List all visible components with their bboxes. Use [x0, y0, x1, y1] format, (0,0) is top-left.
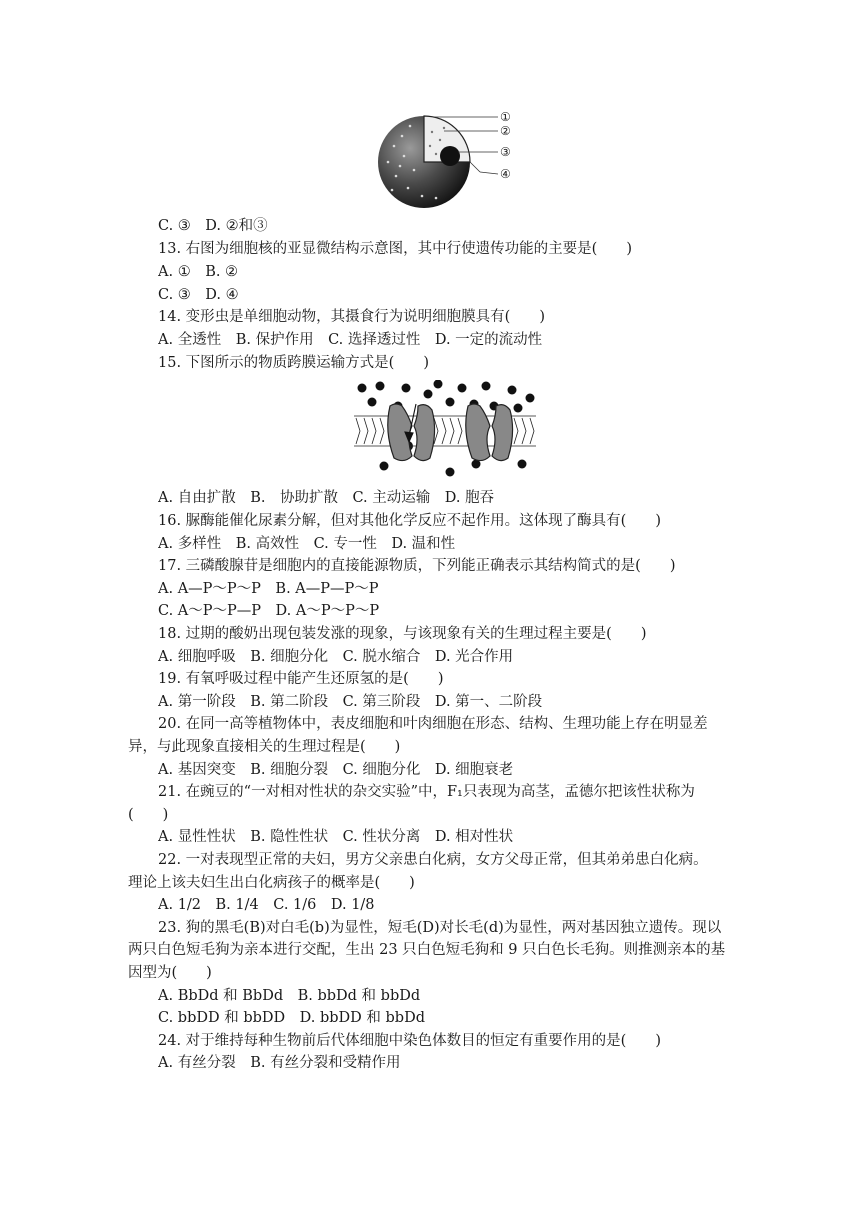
q24-stem: 24. 对于维持每种生物前后代体细胞中染色体数目的恒定有重要作用的是( )	[158, 1033, 661, 1049]
q13-options-cd: C. ③ D. ④	[158, 287, 239, 303]
q21-options: A. 显性性状 B. 隐性性状 C. 性状分离 D. 相对性状	[158, 829, 514, 845]
q17-options-ab: A. A—P～P～P B. A—P—P～P	[158, 581, 379, 597]
q12-options-cd: C. ③ D. ②和③	[158, 218, 268, 234]
q18-stem: 18. 过期的酸奶出现包装发涨的现象，与该现象有关的生理过程主要是( )	[158, 626, 647, 642]
q20-stem-line1: 20. 在同一高等植物体中，表皮细胞和叶肉细胞在形态、结构、生理功能上存在明显差	[158, 716, 708, 732]
q21-stem-line2: ( )	[128, 807, 169, 823]
q23-options-cd: C. bbDD 和 bbDD D. bbDD 和 bbDd	[158, 1010, 425, 1026]
q23-options-ab: A. BbDd 和 BbDd B. bbDd 和 bbDd	[158, 988, 421, 1004]
q16-stem: 16. 脲酶能催化尿素分解，但对其他化学反应不起作用。这体现了酶具有( )	[158, 513, 661, 529]
membrane-transport-diagram	[354, 380, 536, 480]
q20-options: A. 基因突变 B. 细胞分裂 C. 细胞分化 D. 细胞衰老	[158, 762, 514, 778]
q20-stem-line2: 异，与此现象直接相关的生理过程是( )	[128, 739, 401, 755]
q16-options: A. 多样性 B. 高效性 C. 专一性 D. 温和性	[158, 536, 456, 552]
q19-options: A. 第一阶段 B. 第二阶段 C. 第三阶段 D. 第一、二阶段	[158, 694, 543, 710]
q17-stem: 17. 三磷酸腺苷是细胞内的直接能源物质，下列能正确表示其结构简式的是( )	[158, 558, 676, 574]
label-3: ③	[500, 145, 511, 159]
q14-options: A. 全透性 B. 保护作用 C. 选择透过性 D. 一定的流动性	[158, 332, 543, 348]
q22-stem-line2: 理论上该夫妇生出白化病孩子的概率是( )	[128, 875, 415, 891]
nucleolus	[440, 146, 460, 166]
q14-stem: 14. 变形虫是单细胞动物，其摄食行为说明细胞膜具有( )	[158, 309, 545, 325]
q17-options-cd: C. A～P～P—P D. A～P～P～P	[158, 603, 380, 619]
label-1: ①	[500, 110, 511, 124]
q22-options: A. 1/2 B. 1/4 C. 1/6 D. 1/8	[158, 897, 375, 913]
label-2: ②	[500, 124, 511, 138]
label-4: ④	[500, 167, 511, 181]
q15-options: A. 自由扩散 B. 协助扩散 C. 主动运输 D. 胞吞	[158, 490, 495, 506]
q23-stem-line1: 23. 狗的黑毛(B)对白毛(b)为显性，短毛(D)对长毛(d)为显性，两对基因独立遗传。现以	[158, 920, 722, 936]
q21-stem-line1: 21. 在豌豆的“一对相对性状的杂交实验”中，F₁只表现为高茎，孟德尔把该性状称为	[158, 784, 695, 800]
q13-stem: 13. 右图为细胞核的亚显微结构示意图，其中行使遗传功能的主要是( )	[158, 241, 632, 257]
q24-options-ab: A. 有丝分裂 B. 有丝分裂和受精作用	[158, 1055, 401, 1071]
q23-stem-line3: 因型为( )	[128, 965, 212, 981]
nucleus-diagram	[374, 106, 524, 214]
q22-stem-line1: 22. 一对表现型正常的夫妇，男方父亲患白化病，女方父母正常，但其弟弟患白化病。	[158, 852, 708, 868]
q15-stem: 15. 下图所示的物质跨膜运输方式是( )	[158, 355, 429, 371]
q18-options: A. 细胞呼吸 B. 细胞分化 C. 脱水缩合 D. 光合作用	[158, 649, 514, 665]
q23-stem-line2: 两只白色短毛狗为亲本进行交配，生出 23 只白色短毛狗和 9 只白色长毛狗。则推测亲本的基	[128, 942, 726, 958]
q13-options-ab: A. ① B. ②	[158, 264, 239, 280]
q19-stem: 19. 有氧呼吸过程中能产生还原氢的是( )	[158, 671, 444, 687]
